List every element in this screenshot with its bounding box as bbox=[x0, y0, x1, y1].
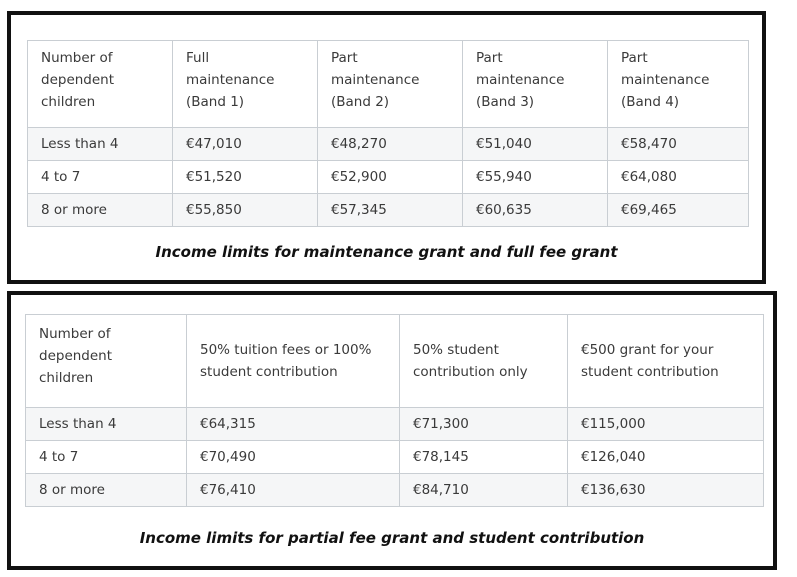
partial-fee-grant-panel bbox=[7, 291, 777, 570]
table-row bbox=[28, 161, 749, 194]
column-header: Number of dependent children bbox=[28, 41, 173, 128]
maintenance-grant-panel bbox=[7, 11, 766, 284]
column-header: Part maintenance (Band 2) bbox=[318, 41, 463, 128]
table-header-row bbox=[28, 41, 749, 128]
table-row bbox=[26, 408, 764, 441]
table-cell: €70,490 bbox=[187, 441, 400, 474]
table-row bbox=[26, 474, 764, 507]
table-cell: €57,345 bbox=[318, 194, 463, 227]
table-cell: €55,850 bbox=[173, 194, 318, 227]
column-header: Full maintenance (Band 1) bbox=[173, 41, 318, 128]
table-cell: 8 or more bbox=[28, 194, 173, 227]
table-row bbox=[28, 128, 749, 161]
table-cell: 8 or more bbox=[26, 474, 187, 507]
column-header: Part maintenance (Band 4) bbox=[608, 41, 749, 128]
table-cell: €55,940 bbox=[463, 161, 608, 194]
partial-fee-income-limits-table bbox=[25, 314, 764, 507]
table-cell: €69,465 bbox=[608, 194, 749, 227]
column-header: 50% student contribution only bbox=[400, 315, 568, 408]
table-cell: €84,710 bbox=[400, 474, 568, 507]
table-cell: €52,900 bbox=[318, 161, 463, 194]
table-cell: €71,300 bbox=[400, 408, 568, 441]
table-cell: €58,470 bbox=[608, 128, 749, 161]
table-cell: €64,080 bbox=[608, 161, 749, 194]
table-cell: Less than 4 bbox=[28, 128, 173, 161]
table-row bbox=[28, 194, 749, 227]
table-cell: €51,040 bbox=[463, 128, 608, 161]
table-cell: 4 to 7 bbox=[28, 161, 173, 194]
table-cell: €51,520 bbox=[173, 161, 318, 194]
column-header: €500 grant for your student contribution bbox=[568, 315, 764, 408]
table-row bbox=[26, 441, 764, 474]
table-caption: Income limits for partial fee grant and student contribution bbox=[139, 529, 645, 547]
table-cell: €60,635 bbox=[463, 194, 608, 227]
column-header: Number of dependent children bbox=[26, 315, 187, 408]
table-cell: €48,270 bbox=[318, 128, 463, 161]
table-cell: €47,010 bbox=[173, 128, 318, 161]
column-header: Part maintenance (Band 3) bbox=[463, 41, 608, 128]
table-caption: Income limits for maintenance grant and full fee grant bbox=[155, 243, 618, 261]
maintenance-income-limits-table bbox=[27, 40, 749, 227]
column-header: 50% tuition fees or 100% student contribution bbox=[187, 315, 400, 408]
table-cell: €78,145 bbox=[400, 441, 568, 474]
table-cell: €136,630 bbox=[568, 474, 764, 507]
table-cell: Less than 4 bbox=[26, 408, 187, 441]
table-header-row bbox=[26, 315, 764, 408]
table-cell: €64,315 bbox=[187, 408, 400, 441]
table-cell: €76,410 bbox=[187, 474, 400, 507]
table-cell: €126,040 bbox=[568, 441, 764, 474]
table-cell: €115,000 bbox=[568, 408, 764, 441]
table-cell: 4 to 7 bbox=[26, 441, 187, 474]
